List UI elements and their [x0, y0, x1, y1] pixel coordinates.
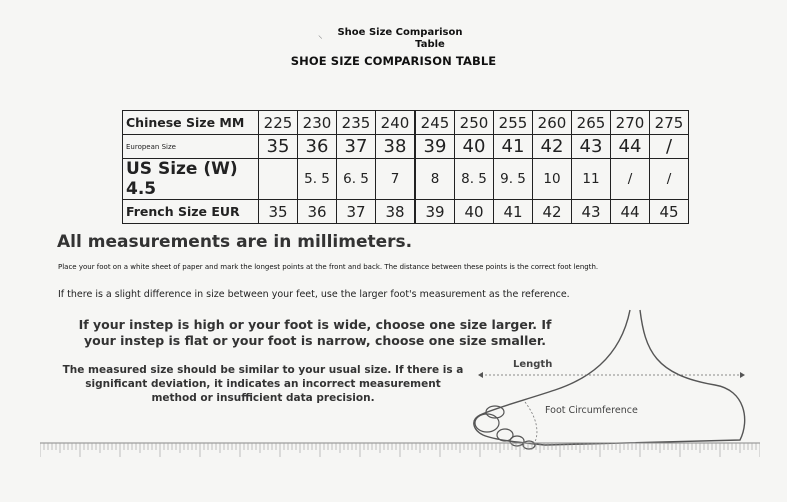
table-cell: 36	[298, 200, 337, 224]
note-instep-line1: If your instep is high or your foot is wide, choose one size larger. If	[78, 317, 552, 332]
table-cell: 235	[337, 111, 376, 135]
length-label: Length	[513, 359, 553, 370]
table-cell: 260	[533, 111, 572, 135]
table-cell: 265	[572, 111, 611, 135]
page-title: SHOE SIZE COMPARISON TABLE	[290, 54, 497, 68]
length-arrowhead	[478, 372, 483, 378]
table-cell: 38	[376, 200, 416, 224]
circumference-label: Foot Circumference	[545, 405, 638, 416]
foot-diagram	[455, 290, 775, 460]
ruler-ticks	[40, 443, 760, 457]
table-row	[123, 135, 689, 159]
ruler	[40, 442, 760, 458]
table-cell: 245	[415, 111, 455, 135]
table-cell	[259, 159, 298, 200]
table-cell: 39	[415, 200, 455, 224]
row-header: French Size EUR	[123, 200, 259, 224]
table-cell: 35	[259, 200, 298, 224]
table-cell: 11	[572, 159, 611, 200]
note-units: All measurements are in millimeters.	[57, 232, 413, 252]
table-cell: 9. 5	[494, 159, 533, 200]
table-cell: 38	[376, 135, 416, 159]
row-header: US Size (W) 4.5	[123, 159, 259, 200]
table-cell: 42	[533, 200, 572, 224]
length-arrowhead	[740, 372, 745, 378]
table-cell: 35	[259, 135, 298, 159]
table-row	[123, 200, 689, 224]
table-cell: 8	[415, 159, 455, 200]
table-row	[123, 111, 689, 135]
toe	[475, 414, 499, 432]
table-cell: 275	[650, 111, 689, 135]
table-cell: 6. 5	[337, 159, 376, 200]
table-cell: 7	[376, 159, 416, 200]
note-deviation-line2: significant deviation, it indicates an incorrect measurement	[85, 378, 441, 390]
table-cell: 43	[572, 200, 611, 224]
table-cell: 44	[611, 135, 650, 159]
size-table	[122, 110, 689, 224]
table-cell: 40	[455, 200, 494, 224]
table-cell: /	[650, 135, 689, 159]
table-cell: 255	[494, 111, 533, 135]
table-cell: 10	[533, 159, 572, 200]
circumference-line	[525, 402, 537, 442]
table-cell: 39	[415, 135, 455, 159]
table-cell: 37	[337, 135, 376, 159]
table-cell: 42	[533, 135, 572, 159]
table-cell: 43	[572, 135, 611, 159]
table-cell: 41	[494, 200, 533, 224]
row-header: Chinese Size MM	[123, 111, 259, 135]
note-deviation-line1: The measured size should be similar to your usual size. If there is a	[62, 364, 464, 376]
table-row	[123, 159, 689, 200]
table-cell: 45	[650, 200, 689, 224]
arrow-mark-icon: ⸜	[318, 31, 323, 41]
note-instep-line2: your instep is flat or your foot is narrow, choose one size smaller.	[84, 333, 546, 348]
table-cell: 41	[494, 135, 533, 159]
table-cell: 240	[376, 111, 416, 135]
small-title	[325, 27, 475, 51]
table-cell: /	[650, 159, 689, 200]
table-cell: 225	[259, 111, 298, 135]
table-cell: 40	[455, 135, 494, 159]
table-cell: 230	[298, 111, 337, 135]
table-cell: 5. 5	[298, 159, 337, 200]
row-header: European Size	[123, 135, 259, 159]
foot-outline	[474, 310, 745, 445]
note-deviation	[48, 363, 478, 405]
note-measure-method: Place your foot on a white sheet of paper and mark the longest points at the front and back. The distance between these points is the correct foot length.	[58, 263, 599, 271]
table-cell: 250	[455, 111, 494, 135]
small-title-line1: Shoe Size Comparison	[337, 27, 463, 38]
table-cell: 44	[611, 200, 650, 224]
table-cell: 8. 5	[455, 159, 494, 200]
table-cell: 37	[337, 200, 376, 224]
note-foot-difference: If there is a slight difference in size between your feet, use the larger foot's measurement as the reference.	[58, 289, 570, 300]
note-deviation-line3: method or insufficient data precision.	[151, 392, 375, 404]
table-cell: 270	[611, 111, 650, 135]
small-title-line2: Table	[415, 39, 445, 50]
table-cell: /	[611, 159, 650, 200]
table-cell: 36	[298, 135, 337, 159]
